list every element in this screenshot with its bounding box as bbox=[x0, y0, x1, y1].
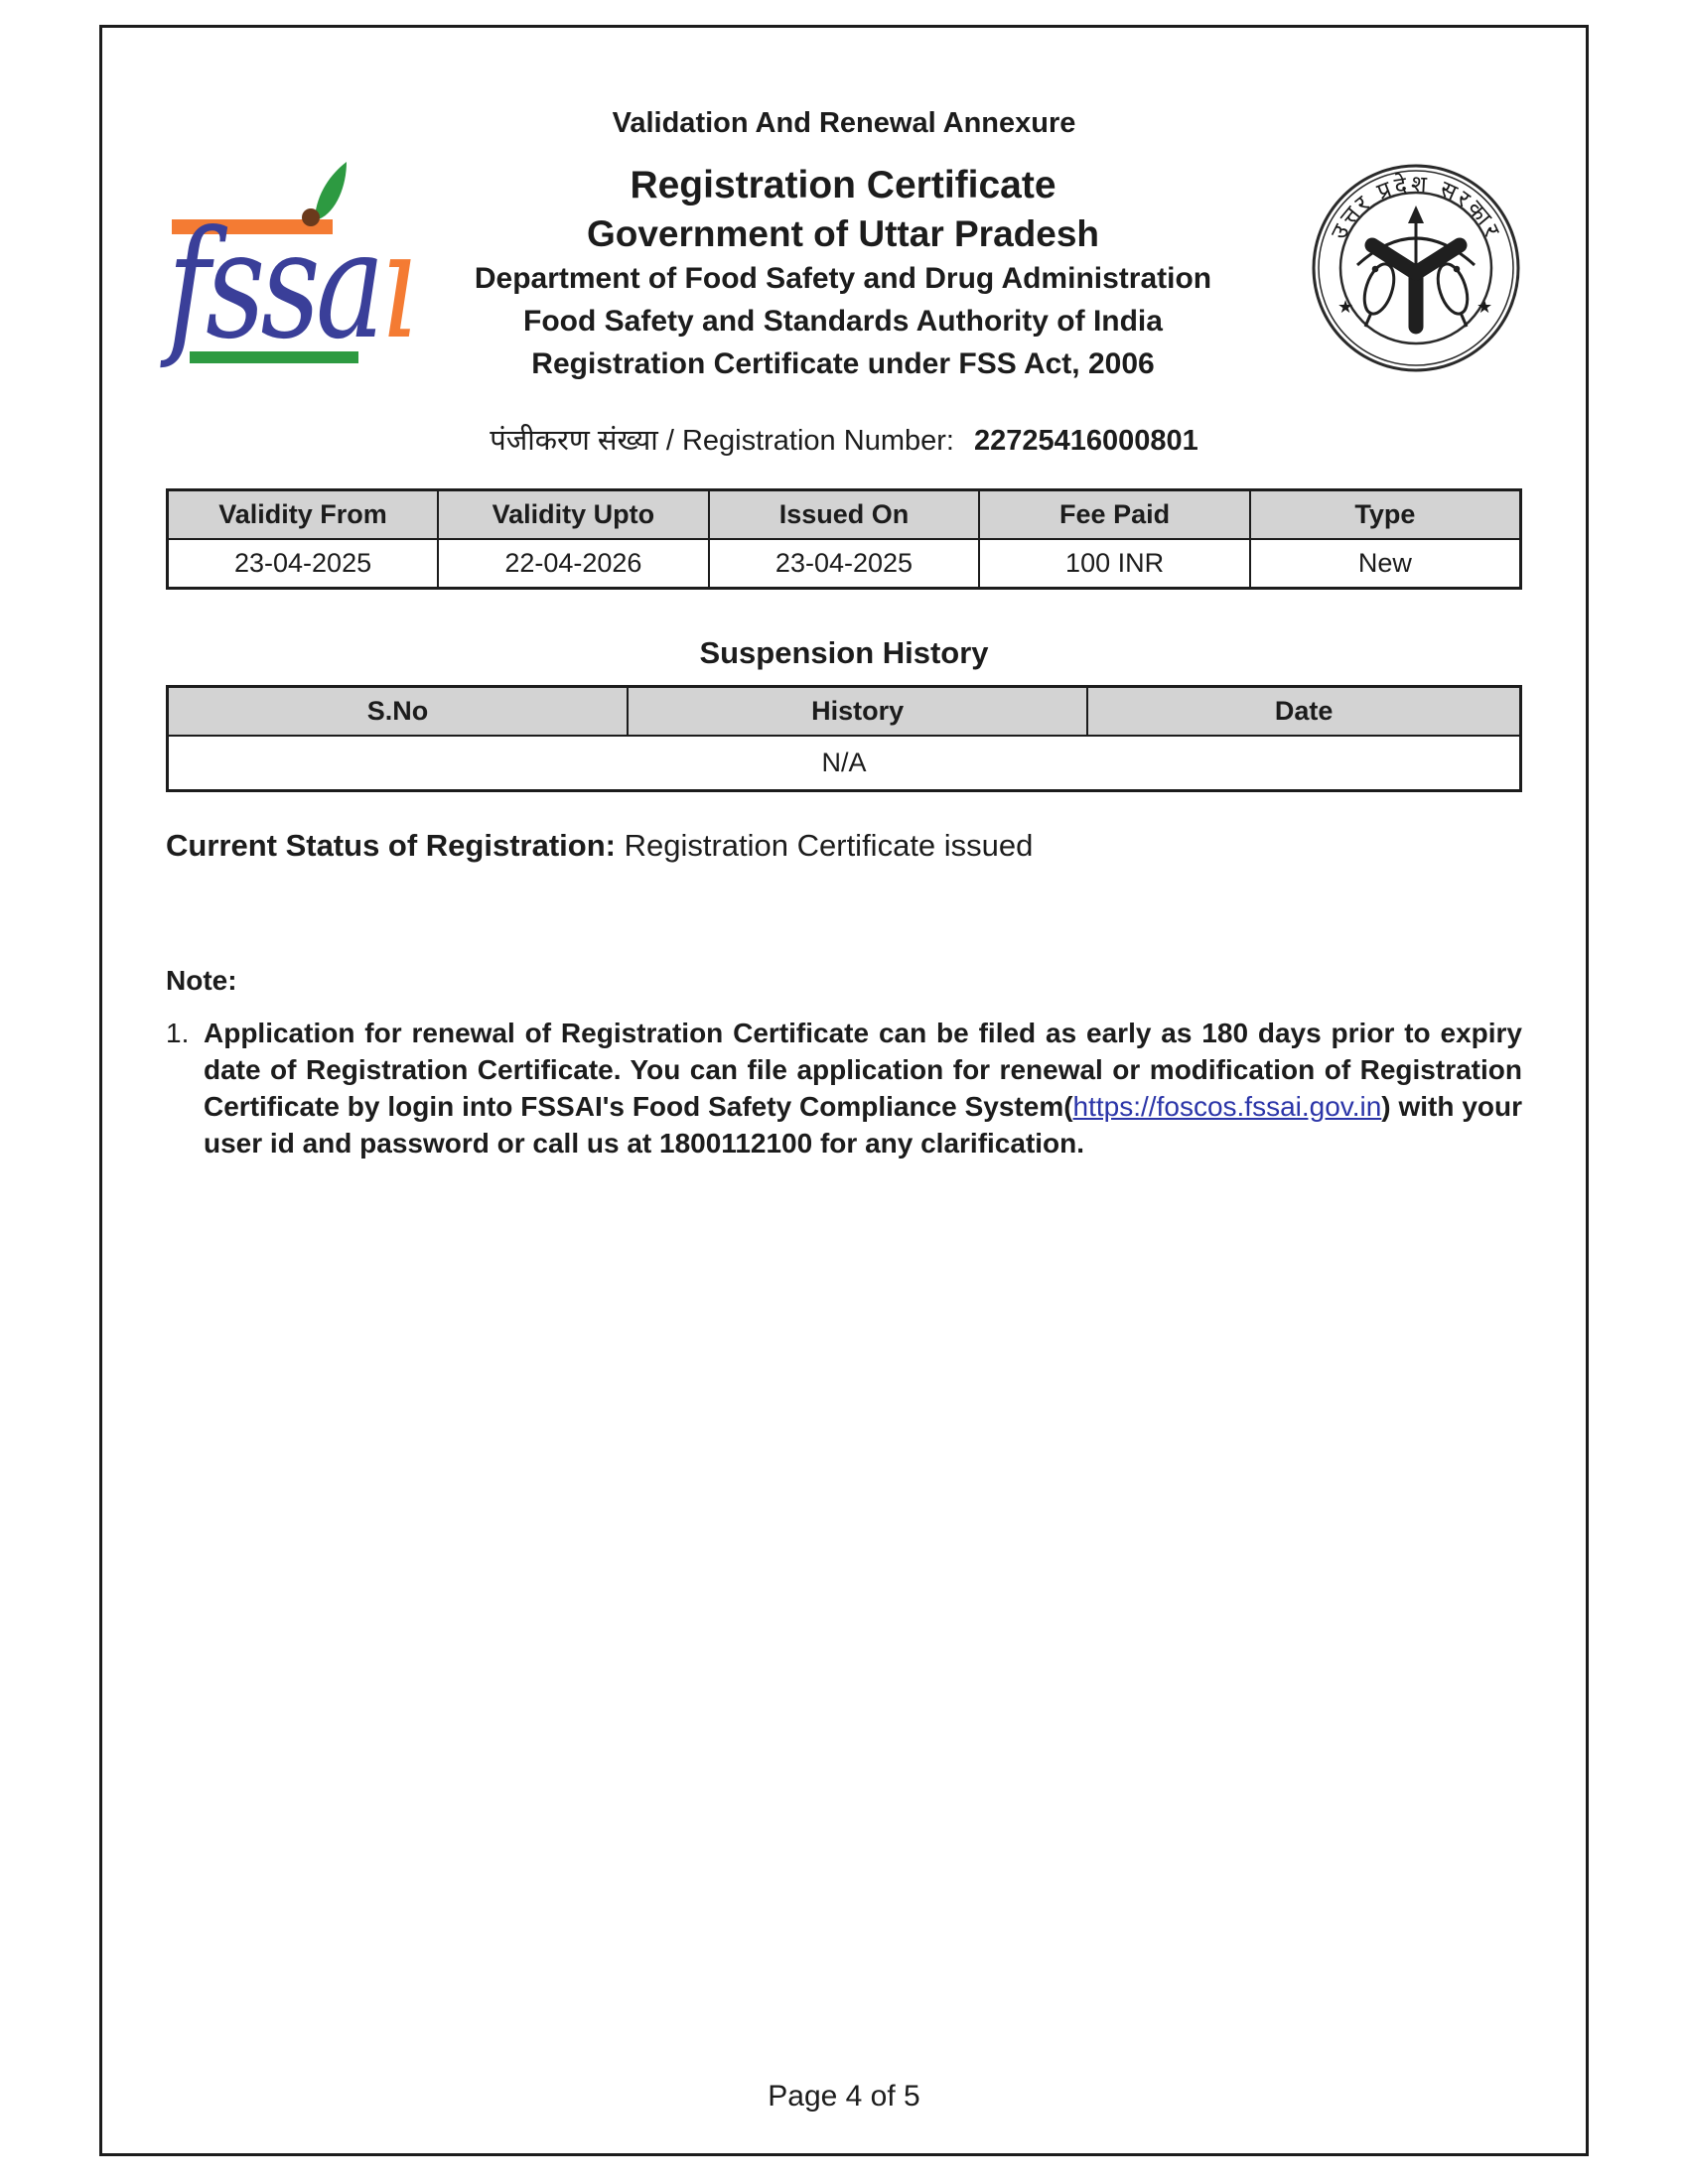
fee-paid-value: 100 INR bbox=[979, 539, 1250, 589]
type-value: New bbox=[1250, 539, 1521, 589]
issued-on-value: 23-04-2025 bbox=[709, 539, 980, 589]
current-status-value: Registration Certificate issued bbox=[624, 827, 1034, 863]
title-department: Department of Food Safety and Drug Administration bbox=[474, 261, 1212, 295]
suspension-history-table bbox=[166, 685, 1522, 792]
title-government: Government of Uttar Pradesh bbox=[586, 212, 1100, 254]
note-text-before-link: Application for renewal of Registration Certificate can be filed as early as 180 days prior to expiry date of Registration Certificate. You can file application for renewal or modification of Registration Certificate by login into FSSAI's Food Safety Compliance System( bbox=[204, 1017, 1522, 1122]
col-date: Date bbox=[1087, 686, 1520, 736]
suspension-na-value: N/A bbox=[168, 736, 1521, 791]
col-history: History bbox=[628, 686, 1087, 736]
annexure-title: Validation And Renewal Annexure bbox=[612, 107, 1076, 139]
page-number: Page 4 of 5 bbox=[768, 2080, 920, 2113]
validity-data-row bbox=[168, 539, 1521, 589]
registration-number-label: पंजीकरण संख्या / Registration Number: bbox=[490, 424, 954, 457]
fssai-logo-text: fssaı bbox=[167, 198, 413, 372]
current-status-label: Current Status of Registration: bbox=[166, 827, 616, 863]
note-item-text bbox=[204, 1015, 1522, 1162]
validity-table bbox=[166, 488, 1522, 590]
certificate-header bbox=[166, 156, 1522, 386]
up-government-seal-icon bbox=[1310, 162, 1522, 374]
validity-upto-value: 22-04-2026 bbox=[438, 539, 709, 589]
note-text-after-link: ) with your user id and password or call us at 1800112100 for any clarification. bbox=[204, 1090, 1523, 1160]
title-act: Registration Certificate under FSS Act, 2006 bbox=[531, 346, 1155, 380]
col-type: Type bbox=[1250, 489, 1521, 539]
col-sno: S.No bbox=[168, 686, 628, 736]
col-issued-on: Issued On bbox=[709, 489, 980, 539]
fssai-logo-icon bbox=[166, 156, 413, 374]
validity-from-value: 23-04-2025 bbox=[168, 539, 439, 589]
col-validity-upto: Validity Upto bbox=[438, 489, 709, 539]
col-validity-from: Validity From bbox=[168, 489, 439, 539]
page-border bbox=[99, 25, 1589, 2156]
note-item-1 bbox=[166, 1015, 1522, 1162]
title-registration-certificate: Registration Certificate bbox=[630, 164, 1056, 206]
suspension-history-title: Suspension History bbox=[699, 634, 989, 670]
validity-header-row bbox=[168, 489, 1521, 539]
suspension-header-row bbox=[168, 686, 1521, 736]
suspension-empty-row bbox=[168, 736, 1521, 791]
seal-star-right: ★ bbox=[1477, 297, 1493, 317]
note-label: Note: bbox=[166, 964, 237, 996]
seal-arc-text: उत्तर प्रदेश सरकार bbox=[1325, 170, 1507, 243]
registration-number-value: 22725416000801 bbox=[973, 424, 1198, 457]
col-fee-paid: Fee Paid bbox=[979, 489, 1250, 539]
certificate-title-block bbox=[376, 156, 1310, 386]
note-item-number: 1. bbox=[166, 1017, 190, 1048]
current-status-line bbox=[166, 828, 1522, 864]
registration-number-line bbox=[166, 420, 1522, 459]
seal-star-left: ★ bbox=[1337, 297, 1354, 317]
title-authority: Food Safety and Standards Authority of India bbox=[523, 304, 1163, 338]
certificate-content bbox=[102, 28, 1586, 1161]
foscos-link[interactable]: https://foscos.fssai.gov.in bbox=[1072, 1090, 1382, 1122]
